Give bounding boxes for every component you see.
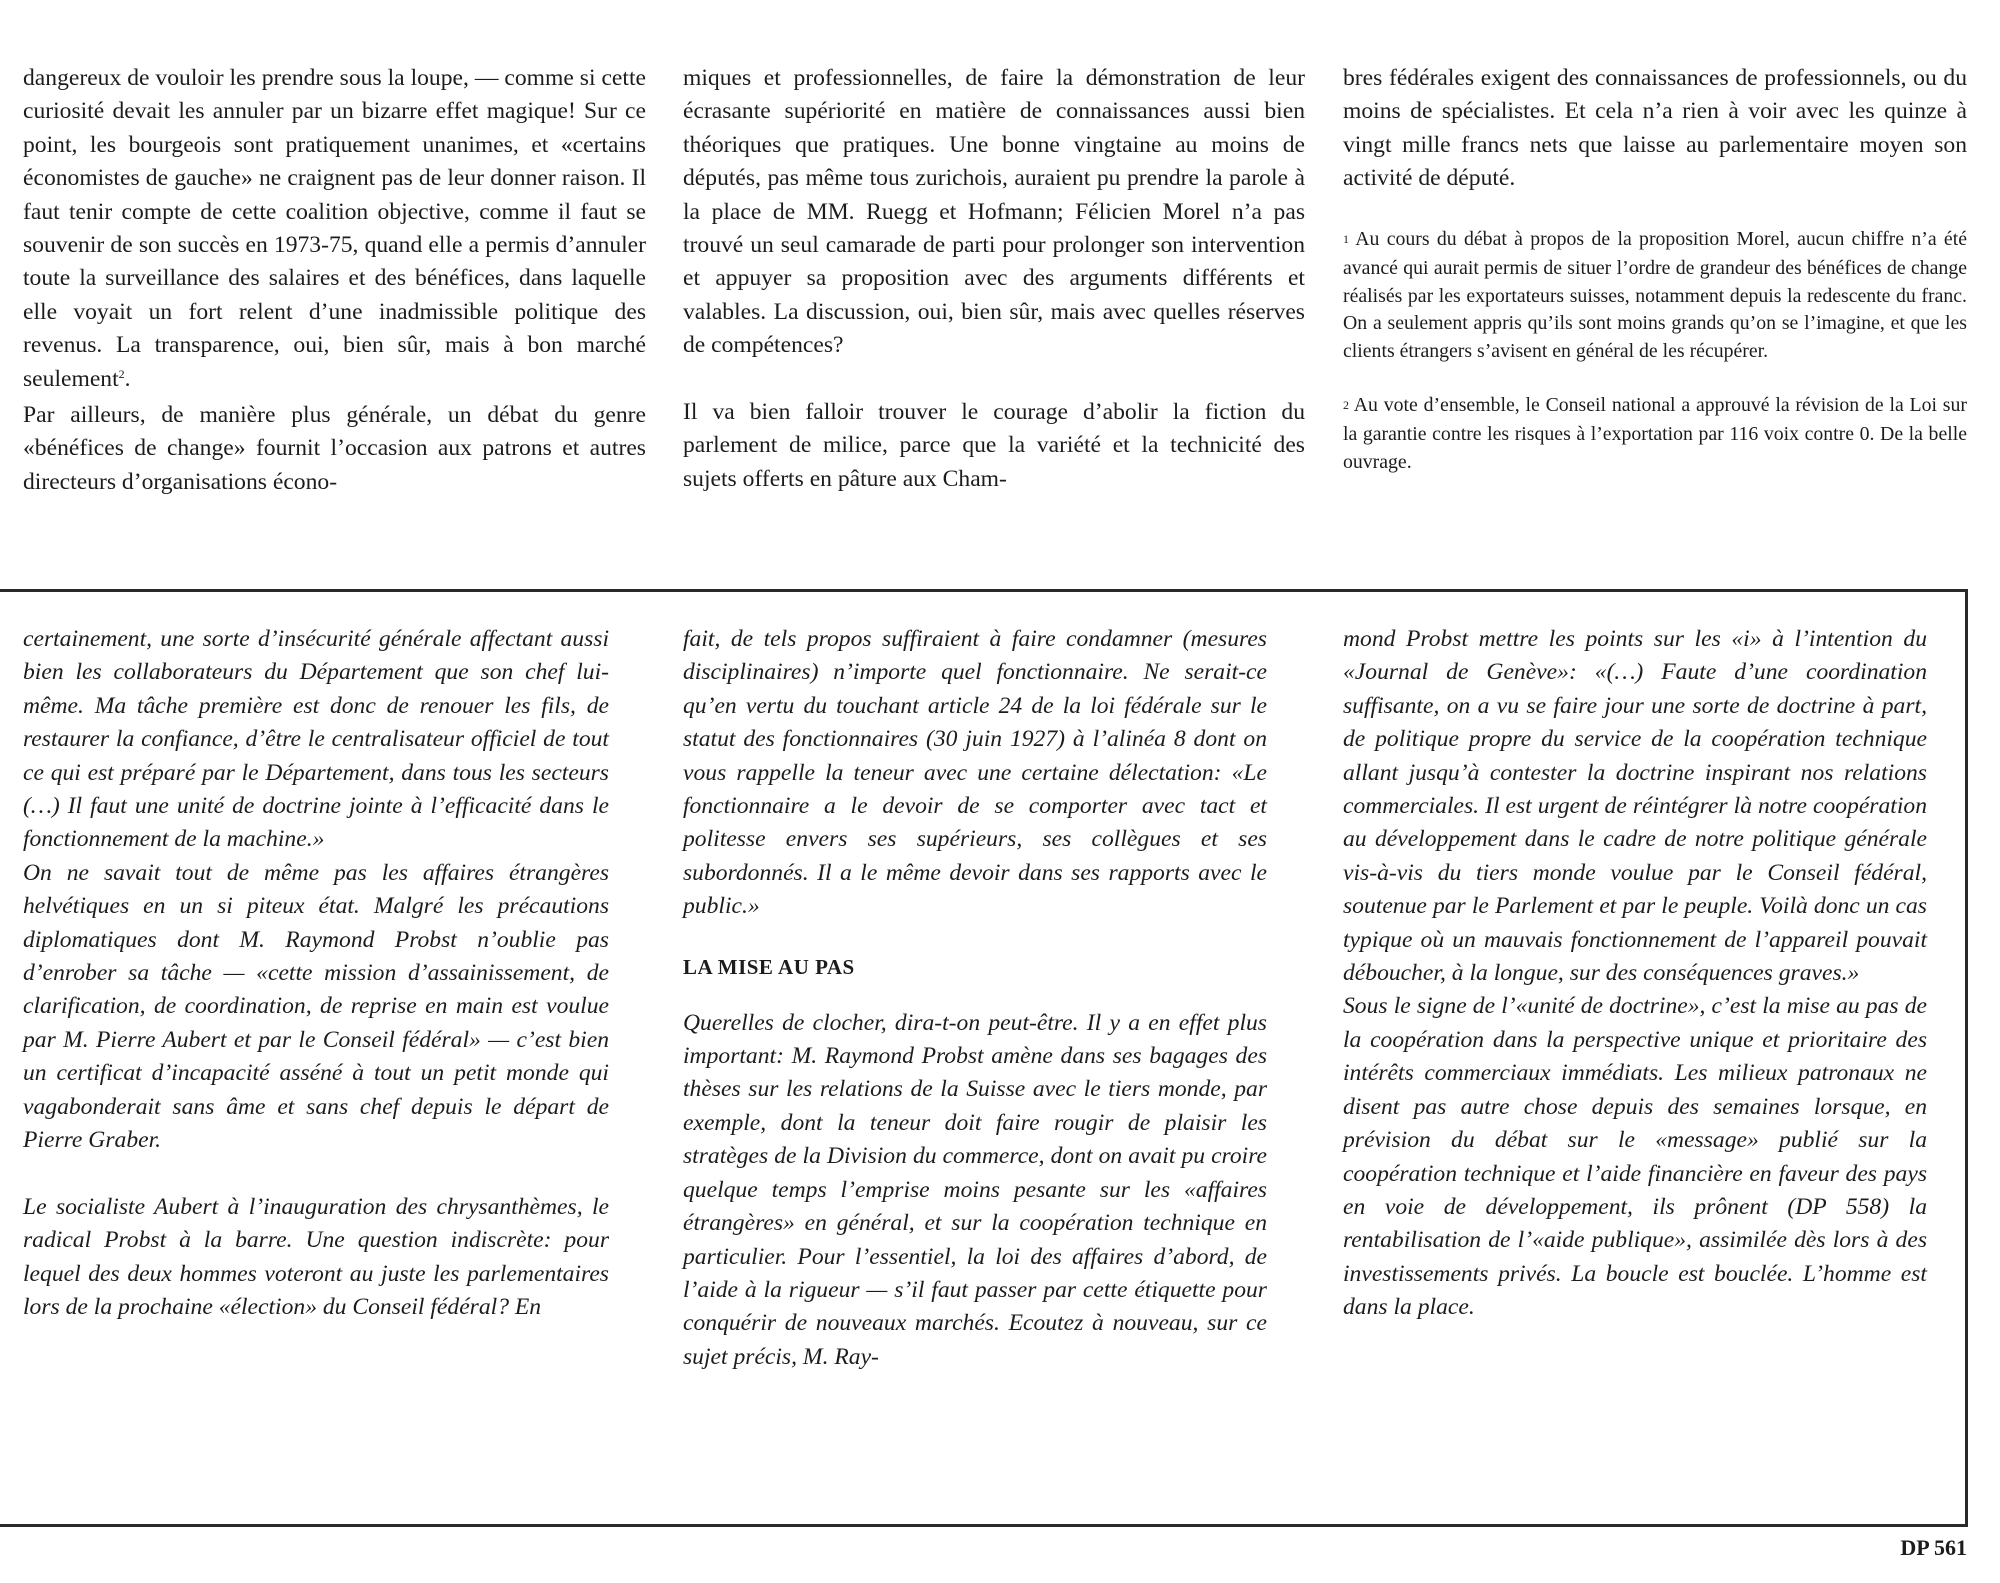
paragraph: Querelles de clocher, dira-t-on peut-être. Il y a en effet plus important: M. Raymond Probst amène dans ses bagages des thèses sur les relations de la Suisse avec le tiers monde, par exemple, dont la teneur doit faire rougir de plaisir les stratèges de la Division du commerce, dont on avait pu croire quelque temps l’emprise moins pesante sur les «affaires étrangères» en général, et sur la coopération technique en particulier. Pour l’essentiel, la loi des affaires d’abord, de l’aide à la rigueur — s’il faut passer par cette étiquette pour conquérir de nouveaux marchés. Ecoutez à nouveau, sur ce sujet précis, M. Ray-: [683, 1009, 1267, 1370]
paragraph: Le socialiste Aubert à l’inauguration des chrysanthèmes, le radical Probst à la barre. Une question indiscrète: pour lequel des deux hommes voteront au juste les parlementaires lors de la prochaine «élection» du Conseil fédéral? En: [23, 1193, 609, 1321]
top-column-3: [1343, 62, 1967, 476]
paragraph: bres fédérales exigent des connaissances de professionnels, ou du moins de spécialistes. Et cela n’a rien à voir avec les quinze à vingt mille francs nets que laisse au parlementaire moyen son activité de député.: [1343, 65, 1967, 192]
paragraph: Par ailleurs, de manière plus générale, un débat du genre «bénéfices de change» fournit l’occasion aux patrons et autres directeurs d’organisations écono-: [23, 402, 646, 495]
footnote-1: $^1$ Au cours du débat à propos de la proposition Morel, aucun chiffre n’a été avancé qui aurait permis de situer l’ordre de grandeur des bénéfices de change réalisés par les exportateurs suisses, notamment depuis la redescente du franc. On a seulement appris qu’ils sont moins grands qu’on se l’imagine, et que les clients étrangers s’avisent en général de les récupérer.: [1343, 227, 1967, 362]
footnote-2: $^2$ Au vote d’ensemble, le Conseil national a approuvé la révision de la Loi sur la garantie contre les risques à l’exportation par 116 voix contre 0. De la belle ouvrage.: [1343, 393, 1967, 473]
paragraph: Sous le signe de l’«unité de doctrine», c’est la mise au pas de la coopération dans la perspective unique et prioritaire des intérêts commerciaux immédiats. Les milieux patronaux ne disent pas autre chose depuis des semaines lorsque, en prévision du débat sur le «message» publié sur la coopération technique et l’aide financière en faveur des pays en voie de développement, ils prônent (DP 558) la rentabilisation de l’«aide publique», assimilée dès lors à des investissements privés. La boucle est bouclée. L’homme est dans la place.: [1343, 993, 1927, 1321]
paragraph: dangereux de vouloir les prendre sous la loupe, — comme si cette curiosité devait les annuler par un bizarre effet magique! Sur ce point, les bourgeois sont pratiquement unanimes, et «certains économistes de gauche» ne craignent pas de leur donner raison. Il faut tenir compte de cette coalition objective, comme il faut se souvenir de son succès en 1973-75, quand elle a permis d’annuler toute la surveillance des salaires et des bénéfices, dans laquelle elle voyait un fort relent d’une inadmissible politique des revenus. La transparence, oui, bien sûr, mais à bon marché seulement$^2$.: [23, 65, 646, 392]
bottom-column-1: [23, 623, 609, 1325]
paragraph: fait, de tels propos suffiraient à faire condamner (mesures disciplinaires) n’importe quel fonctionnaire. Ne serait-ce qu’en vertu du touchant article 24 de la loi fédérale sur le statut des fonctionnaires (30 juin 1927) à l’alinéa 8 dont on vous rappelle la teneur avec une certaine délectation: «Le fonctionnaire a le devoir de se comporter avec tact et politesse envers ses supérieurs, ses collègues et ses subordonnés. Il a le même devoir dans ses rapports avec le public.»: [683, 626, 1267, 920]
paragraph: Il va bien falloir trouver le courage d’abolir la fiction du parlement de milice, parce que la variété et la technicité des sujets offerts en pâture aux Cham-: [683, 399, 1305, 492]
bottom-column-2: [683, 623, 1267, 1374]
paragraph: miques et professionnelles, de faire la démonstration de leur écrasante supériorité en matière de connaissances aussi bien théoriques que pratiques. Une bonne vingtaine au moins de députés, pas même tous zurichois, auraient pu prendre la parole à la place de MM. Ruegg et Hofmann; Félicien Morel n’a pas trouvé un seul camarade de parti pour prolonger son intervention et appuyer sa proposition avec des arguments différents et valables. La discussion, oui, bien sûr, mais avec quelles réserves de compétences?: [683, 65, 1305, 359]
paragraph: certainement, une sorte d’insécurité générale affectant aussi bien les collaborateurs du Département que son chef lui-même. Ma tâche première est donc de renouer les fils, de restaurer la confiance, d’être le centralisateur officiel de tout ce qui est préparé par le Département, dans tous les secteurs (…) Il faut une unité de doctrine jointe à l’efficacité dans le fonctionnement de la machine.»: [23, 626, 609, 853]
footnote-ref: 2: [118, 366, 125, 381]
section-heading: LA MISE AU PAS: [683, 954, 855, 979]
bottom-column-3: [1343, 623, 1927, 1325]
top-column-2: [683, 62, 1305, 496]
paragraph: mond Probst mettre les points sur les «i» à l’intention du «Journal de Genève»: «(…) Faute d’une coordination suffisante, on a vu se faire jour une sorte de doctrine à part, de politique propre du service de la coopération technique allant jusqu’à contester la doctrine inspirant nos relations commerciales. Il est urgent de réintégrer là notre coopération au développement dans le cadre de notre politique générale vis-à-vis du tiers monde voulue par le Conseil fédéral, soutenue par le Parlement et par le peuple. Voilà donc un cas typique où un mauvais fonctionnement de l’appareil pouvait déboucher, à la longue, sur des conséquences graves.»: [1343, 626, 1927, 987]
paragraph: On ne savait tout de même pas les affaires étrangères helvétiques en un si piteux état. Malgré les précautions diplomatiques dont M. Raymond Probst n’oublie pas d’enrober sa tâche — «cette mission d’assainissement, de clarification, de coordination, de reprise en main est voulue par M. Pierre Aubert et par le Conseil fédéral» — c’est bien un certificat d’incapacité asséné à tout un petit monde qui vagabonderait sans âme et sans chef depuis le départ de Pierre Graber.: [23, 859, 609, 1154]
page-number: DP 561: [1900, 1535, 1967, 1560]
top-column-1: [23, 62, 646, 499]
